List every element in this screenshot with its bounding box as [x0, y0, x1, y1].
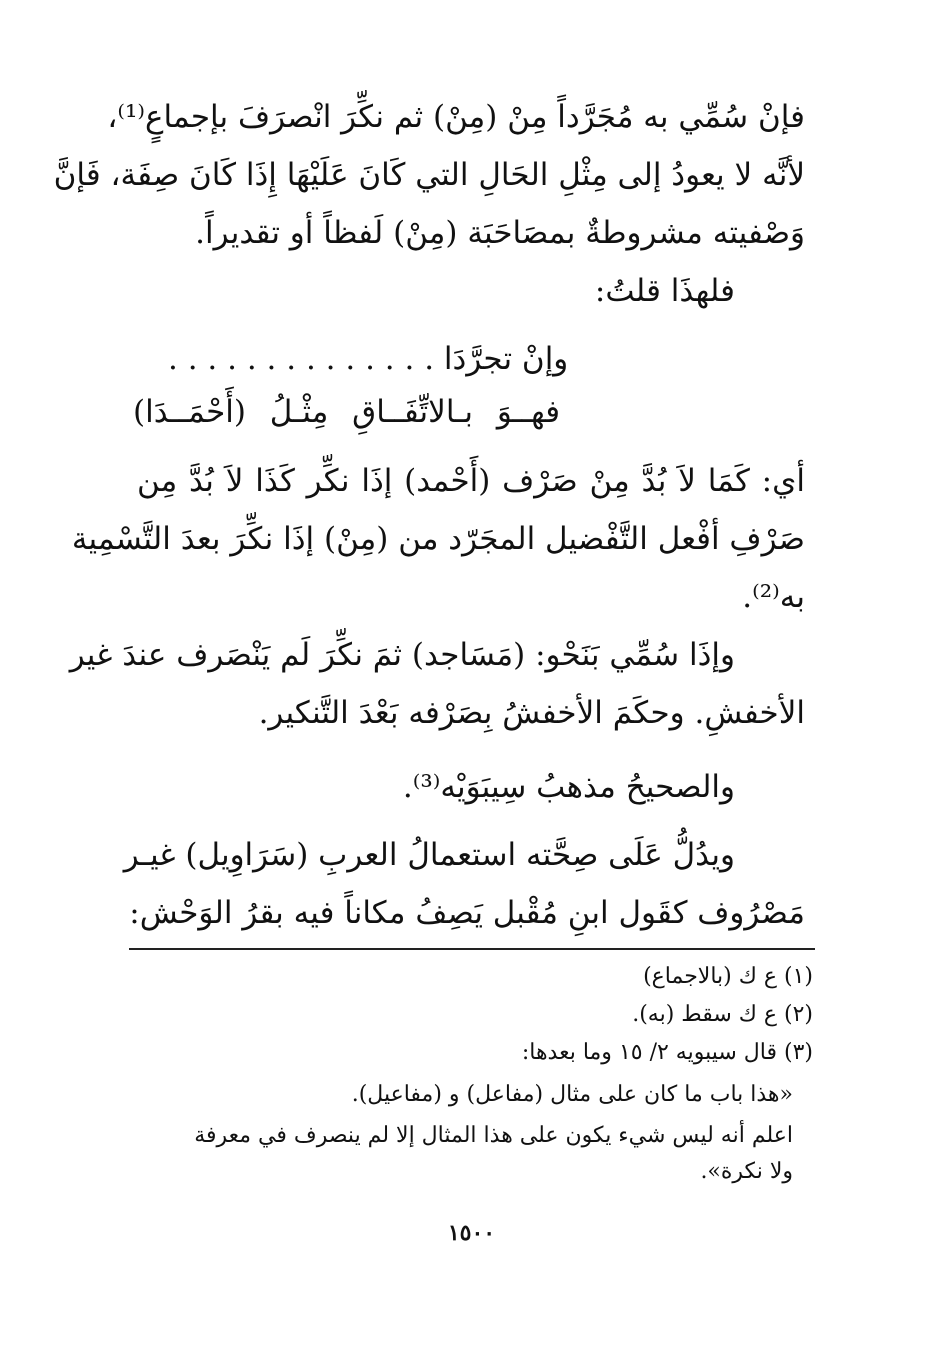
text-line: وإذَا سُمِّي بَنَحْو: (مَسَاجد) ثمَ نكِّرَ لَم يَنْصَرف عندَ غير	[69, 637, 735, 673]
text-line: صَرْفِ أفْعل التَّفْضيل المجَرّد من (مِنْ) إذَا نكِّرَ بعدَ التَّسْمِية	[71, 521, 805, 557]
verse-line-2	[133, 383, 693, 441]
text-line: الأخفشِ. وحكَمَ الأخفشُ بِصَرْفه بَعْدَ التَّنكير.	[258, 695, 805, 731]
verse-line-1	[168, 330, 728, 388]
text-line: ويدُلُّ عَلَى صِحَّته استعمالُ العربِ (سَرَاوِيل) غيـر	[123, 837, 735, 873]
verse-text: وإنْ تجرَّدَا . . . . . . . . . . . . . .	[168, 341, 569, 377]
text-line: مَصْرُوف كقَول ابنِ مُقْبل يَصِفُ مكاناً فيه بقرُ الوَحْش:	[129, 895, 805, 931]
verse-text: فهــوَ بـالاتِّفَــاقِ مِثْـلُ (أَحْمَــدَا)	[133, 394, 561, 430]
footnote-2: (٢) ع ك سقط (به).	[632, 1002, 813, 1027]
paragraph-1	[53, 88, 805, 262]
footnote-quote	[113, 1118, 793, 1190]
text-line: فلهذَا قلتُ:	[594, 273, 735, 309]
footnote-quote-line: اعلم أنه ليس شيء يكون على هذا المثال إلا لم ينصرف في معرفة	[194, 1123, 793, 1148]
text-line: به⁽²⁾.	[742, 579, 805, 615]
text-line: لأنَّه لا يعودُ إلى مِثْلِ الحَالِ التي كَانَ عَلَيْهَا إِذَا كَانَ صِفَة، فَإنَّ	[53, 157, 805, 193]
paragraph-4	[69, 626, 805, 742]
footnote-1: (١) ع ك (بالاجماع)	[643, 964, 813, 989]
footnote-quote-line: «هذا باب ما كان على مثال (مفاعل) و (مفاعيل).	[351, 1082, 793, 1107]
paragraph-2	[137, 262, 805, 320]
footnote-quote-line: ولا نكرة».	[700, 1159, 793, 1184]
page-number: ١٥٠٠	[447, 1220, 496, 1246]
text-line: أي: كَمَا لاَ بُدَّ مِنْ صَرْف (أَحْمد) إذَا نكِّر كَذَا لاَ بُدَّ مِن	[137, 463, 805, 499]
paragraph-6	[123, 826, 805, 942]
footnote-divider	[129, 948, 815, 950]
paragraph-3	[71, 452, 805, 626]
paragraph-5	[137, 758, 805, 816]
text-line: فإنْ سُمِّي به مُجَرَّداً مِنْ (مِنْ) ثم نكِّرَ انْصرَفَ بإجماعٍ⁽¹⁾،	[107, 99, 805, 135]
footnote-3: (٣) قال سيبويه ٢/ ١٥ وما بعدها:	[521, 1040, 813, 1065]
text-line: وَصْفيته مشروطةٌ بمصَاحَبَة (مِنْ) لَفظاً أو تقديراً.	[195, 215, 805, 251]
text-line: والصحيحُ مذهبُ سِيبَوَيْه⁽³⁾.	[402, 769, 735, 805]
